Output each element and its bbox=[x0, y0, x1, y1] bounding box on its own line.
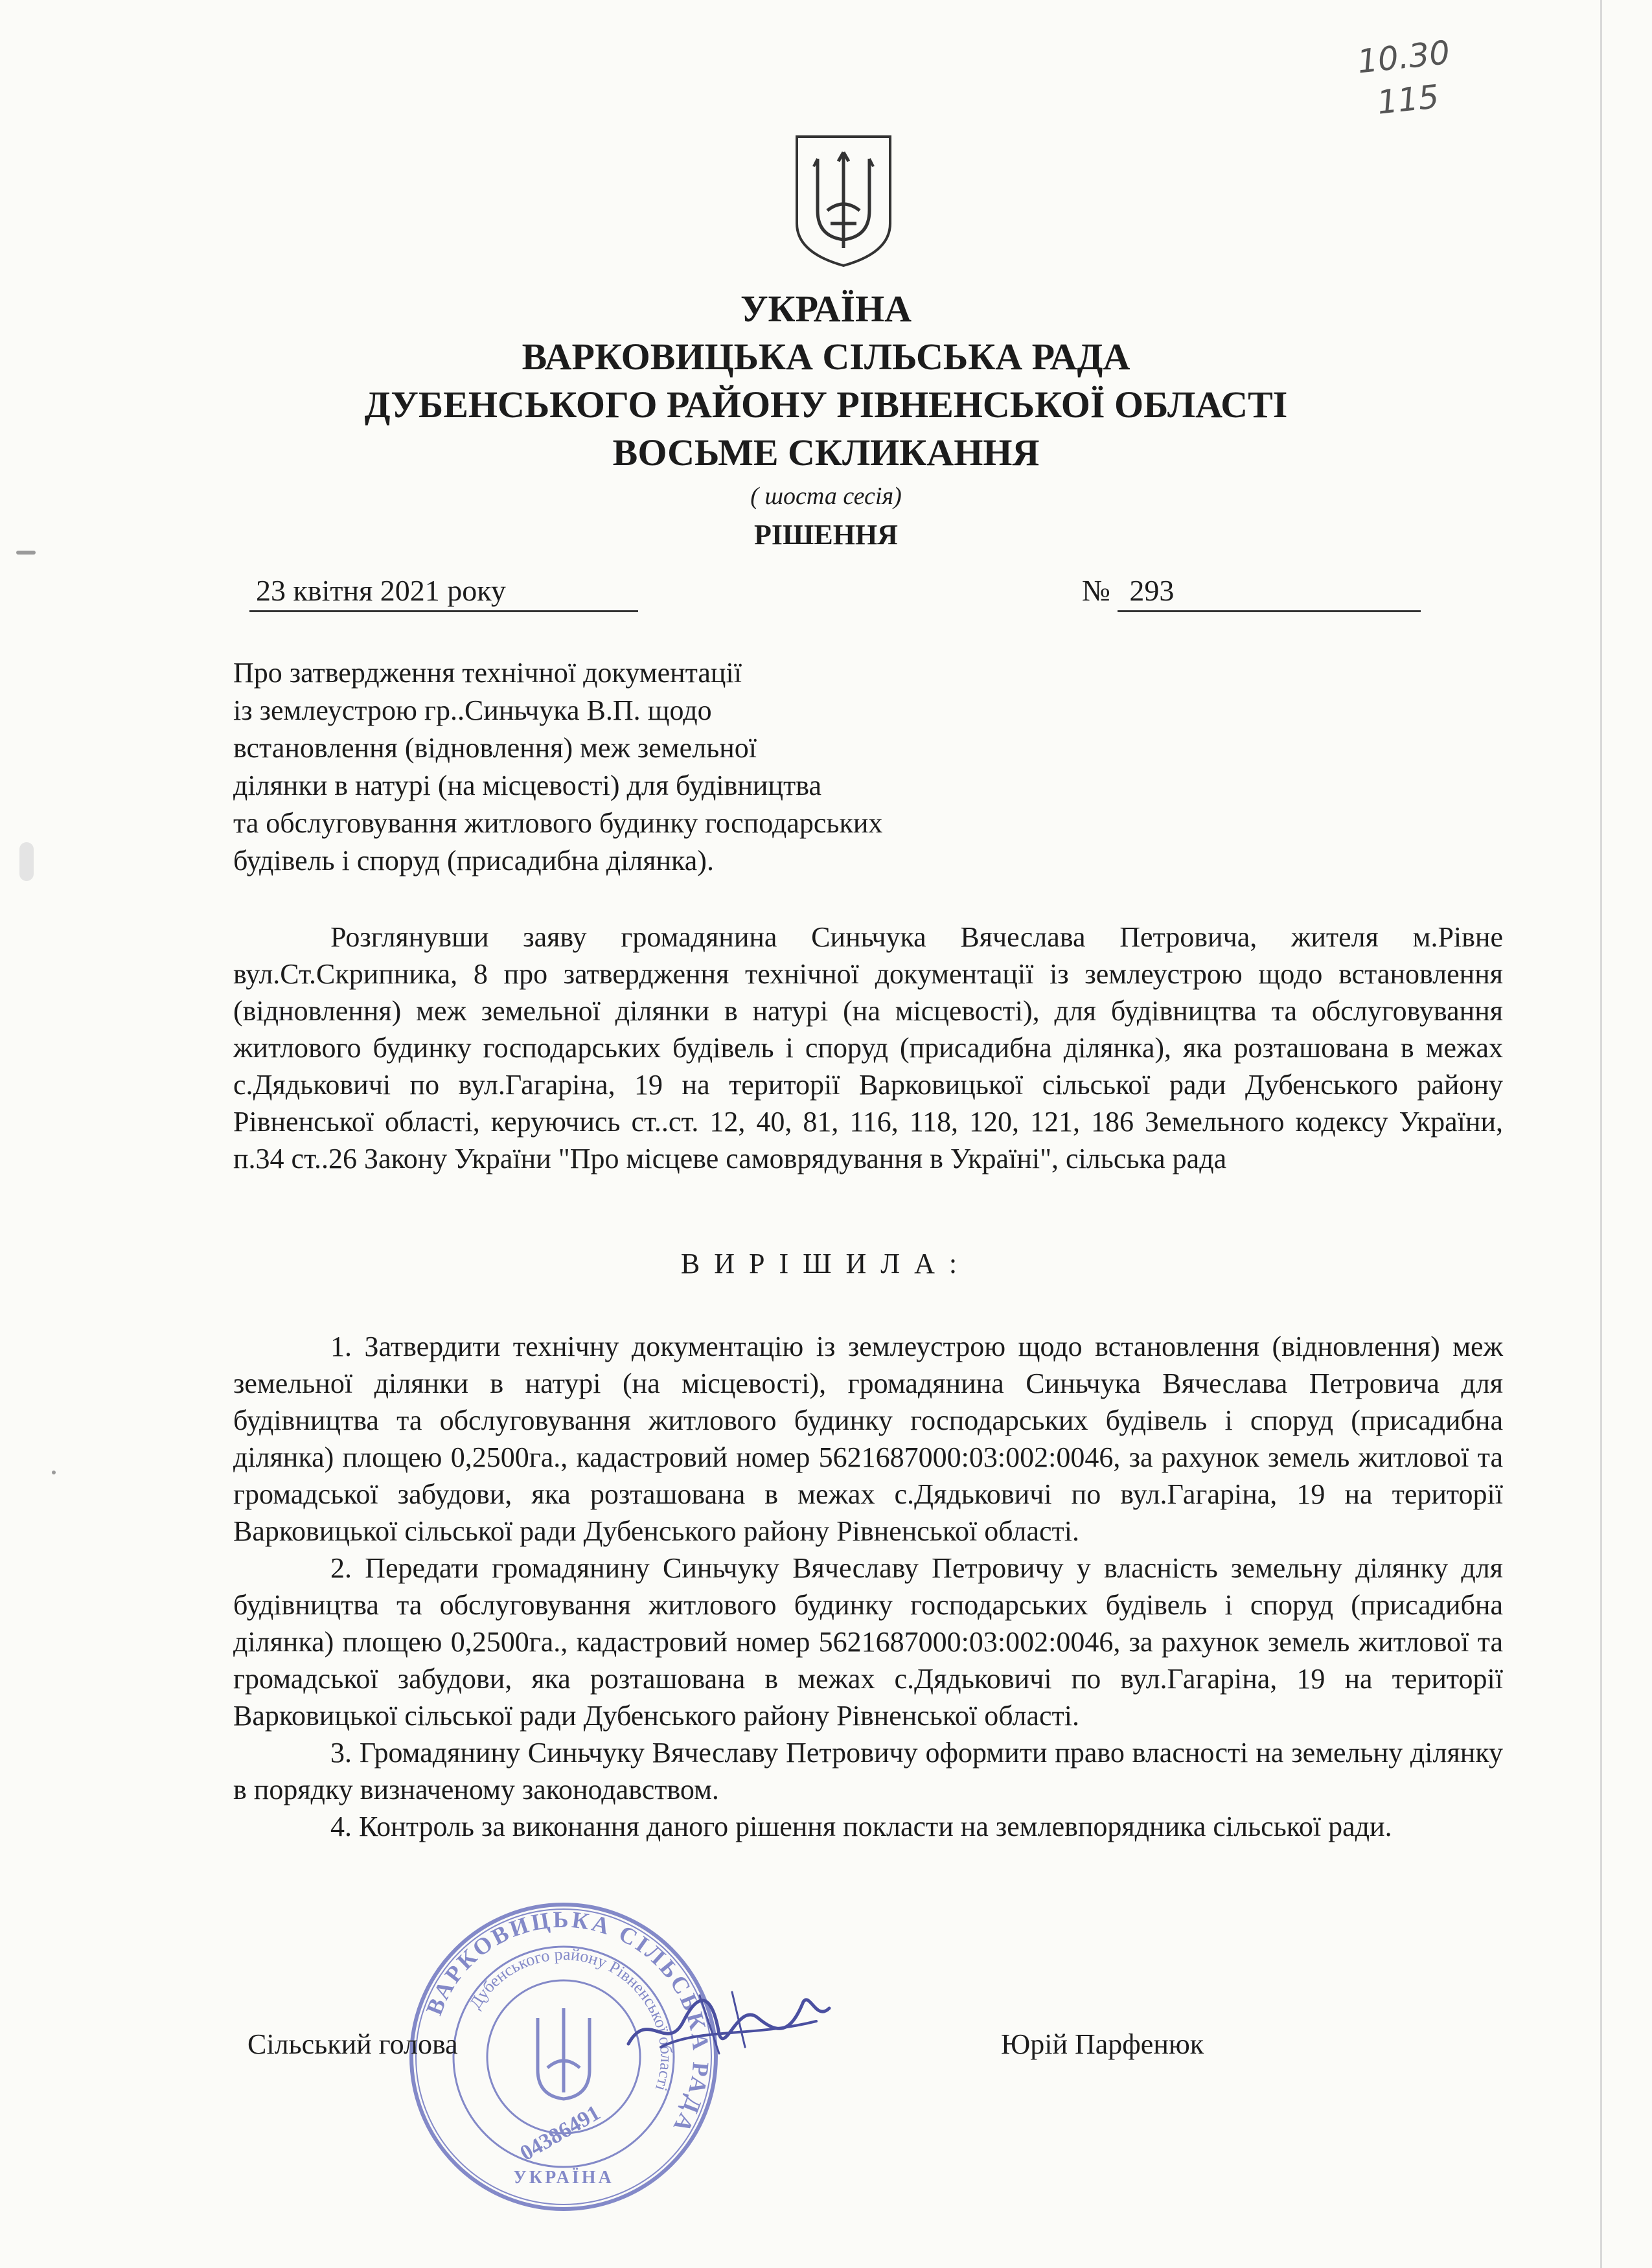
stamp-inner-text: Дубенського району Рівненської області bbox=[465, 1944, 676, 2094]
scan-mark bbox=[16, 551, 36, 555]
header-session: ( шоста сесія) bbox=[750, 483, 902, 510]
decision-item-3: 3. Громадянину Синьчуку Вячеславу Петровичу оформити право власності на земельну ділянку в порядку визначеному законодавством. bbox=[233, 1737, 1503, 1805]
preamble-paragraph: Розглянувши заяву громадянина Синьчука Вячеслава Петровича, жителя м.Рівне вул.Ст.Скрипника, 8 про затвердження технічної документації із землеустрою щодо встановлення (відновлення) меж земельної ділянки в натурі (на місцевості), для будівництва та обслуговування житлового будинку господарських будівель і споруд (присадибна ділянка), яка розташована в межах с.Дядьковичі по вул.Гагаріна, 19 на території Варковицької сільської ради Дубенського району Рівненської області, керуючись ст..ст. 12, 40, 81, 116, 118, 120, 121, 186 Земельного кодексу України, п.34 ст..26 Закону України "Про місцеве самоврядування в Україні", сільська рада bbox=[233, 921, 1503, 1174]
scan-edge-line bbox=[1600, 0, 1602, 2268]
scan-mark bbox=[52, 1471, 56, 1474]
decision-number bbox=[1082, 571, 1441, 612]
scan-mark bbox=[19, 842, 34, 881]
decision-item-2: 2. Передати громадянину Синьчуку Вячеславу Петровичу у власність земельну ділянку для будівництва та обслуговування житлового будинку господарських будівель і споруд (присадибна ділянка) площею 0,2500га., кадастровий номер 5621687000:03:002:0046, за рахунок земель житлової та громадської забудови, яка розташована в межах с.Дядьковичі по вул.Гагаріна, 19 на території Варковицької сільської ради Дубенського району Рівненської області. bbox=[233, 1552, 1503, 1732]
stamp-bottom-text: УКРАЇНА bbox=[513, 2168, 614, 2188]
number-value: 293 bbox=[1118, 571, 1421, 612]
decision-items bbox=[233, 1328, 1503, 1845]
handwritten-signature bbox=[622, 1982, 836, 2060]
trident-icon bbox=[792, 133, 895, 269]
handwritten-corner-note bbox=[1337, 29, 1475, 128]
decision-date: 23 квітня 2021 року bbox=[249, 571, 638, 612]
number-sign: № bbox=[1082, 574, 1110, 607]
stamp-outer-text: ВАРКОВИЦЬКА СІЛЬСЬКА РАДА bbox=[420, 1906, 715, 2139]
signature-title: Сільський голова bbox=[247, 2028, 458, 2060]
decision-item-1: 1. Затвердити технічну документацію із землеустрою щодо встановлення (відновлення) меж земельної ділянки в натурі (на місцевості), громадянина Синьчука Вячеслава Петровича для будівництва та обслуговування житлового будинку господарських будівель і споруд (присадибна ділянка) площею 0,2500га., кадастровий номер 5621687000:03:002:0046, за рахунок земель житлової та громадської забудови, яка розташована в межах с.Дядьковичі по вул.Гагаріна, 19 на території Варковицької сільської ради Дубенського району Рівненської області. bbox=[233, 1331, 1503, 1547]
header-council: ВАРКОВИЦЬКА СІЛЬСЬКА РАДА bbox=[522, 336, 1130, 378]
document-header bbox=[0, 285, 1652, 555]
decided-heading: ВИРІШИЛА: bbox=[680, 1248, 972, 1279]
stamp-trident-icon bbox=[538, 2008, 590, 2099]
signature-name: Юрій Парфенюк bbox=[1001, 2028, 1204, 2060]
decision-item-4: 4. Контроль за виконання даного рішення покласти на землевпорядника сільської ради. bbox=[330, 1811, 1392, 1842]
header-doc-type: РІШЕННЯ bbox=[754, 519, 898, 551]
corner-note-line-1: 10.30 bbox=[1355, 33, 1452, 81]
header-convocation: ВОСЬМЕ СКЛИКАННЯ bbox=[612, 431, 1040, 474]
stamp-code: 04386491 bbox=[516, 2100, 604, 2166]
header-country: УКРАЇНА bbox=[740, 288, 912, 330]
decision-subject: Про затвердження технічної документації із землеустрою гр..Синьчука В.П. щодо встановлення (відновлення) меж земельної ділянки в натурі (на місцевості) для будівництва та обслуговування житлового будинку господарських будівель і споруд (присадибна ділянка). bbox=[233, 657, 883, 876]
corner-note-line-2: 115 bbox=[1375, 77, 1441, 122]
header-district: ДУБЕНСЬКОГО РАЙОНУ РІВНЕНСЬКОЇ ОБЛАСТІ bbox=[364, 384, 1288, 426]
